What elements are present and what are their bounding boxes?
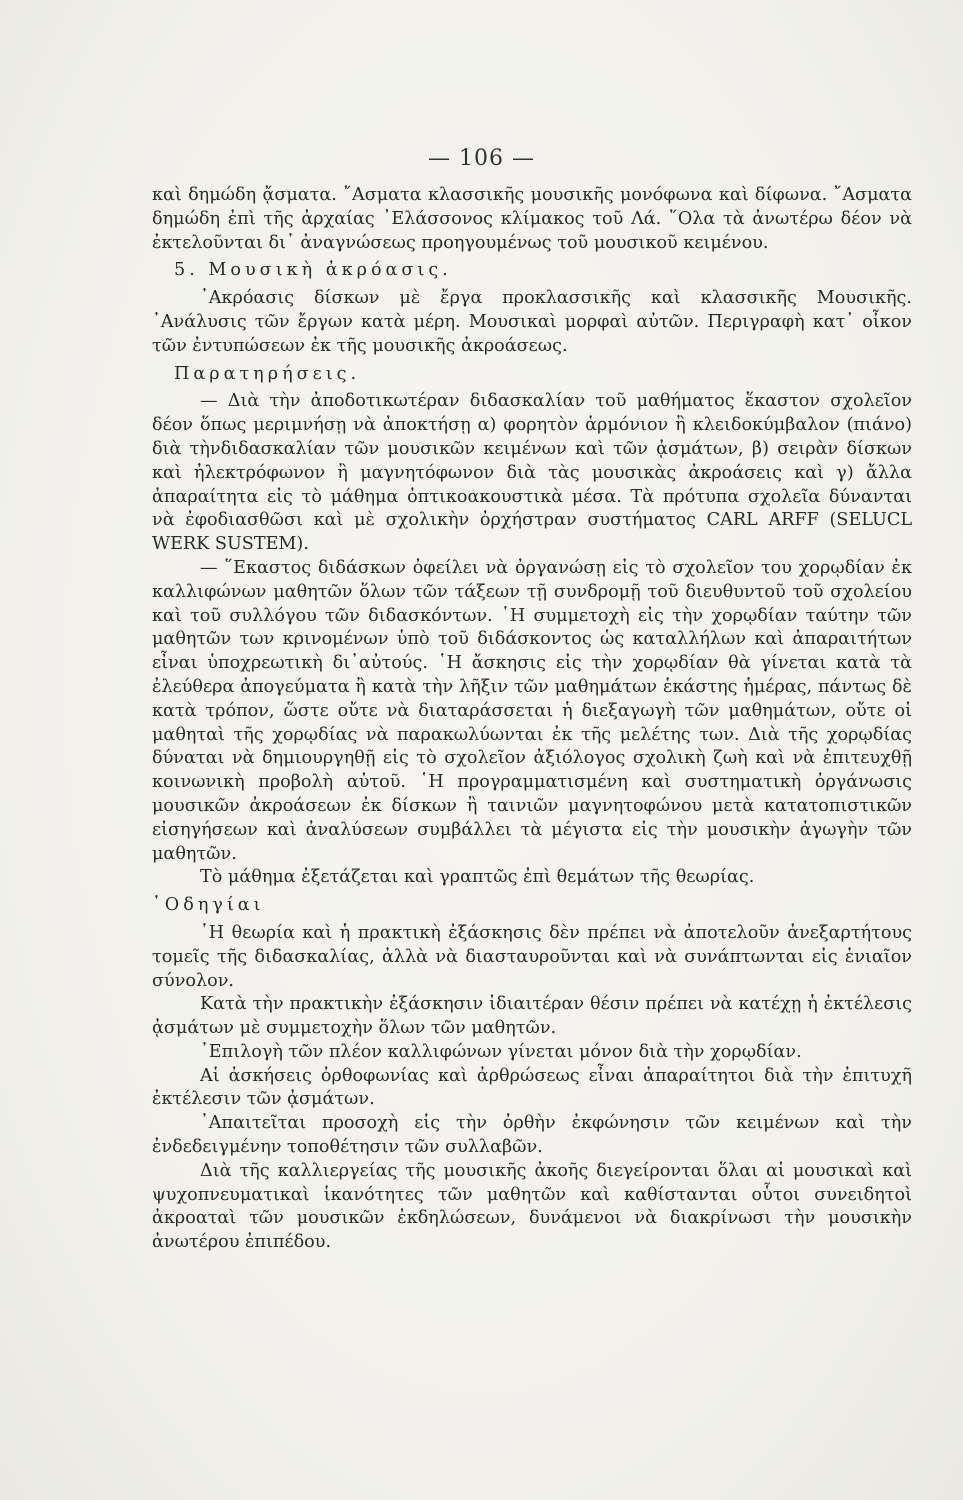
section-heading-instructions: ῾Οδηγίαι: [152, 895, 265, 916]
paragraph-school-choir: — ῞Εκαστος διδάσκων ὀφείλει νὰ ὀργανώσῃ εἰς τὸ σχολεῖον του χορῳδίαν ἐκ καλλιφώνων μαθητῶν ὅλων τῶν τάξεων τῇ συνδρομῇ τοῦ διευθυντοῦ τοῦ σχολείου καὶ τοῦ συλλόγου τῶν διδασκόντων. ῾Η συμμετοχὴ εἰς τὴν χορῳδίαν ταύτην τῶν μαθητῶν των κρινομένων ὑπὸ τοῦ διδάσκοντος ὡς καταλλήλων καὶ ἀπαραιτήτων εἶναι ὑποχρεωτικὴ δι᾿αὐτούς. ῾Η ἄσκησις εἰς τὴν χορῳδίαν θὰ γίνεται κατὰ τὰ ἐλεύθερα ἀπογεύματα ἢ κατὰ τὴν λῆξιν τῶν μαθημάτων ἑκάστης ἡμέρας, πάντως δὲ κατὰ τρόπον, ὥστε οὔτε νὰ διαταράσσεται ἡ διεξαγωγὴ τῶν μαθημάτων, οὔτε οἱ μαθηταὶ τῆς χορῳδίας νὰ παρακωλύωνται ἐκ τῆς μελέτης των. Διὰ τῆς χορῳδίας δύναται νὰ δημιουργηθῇ εἰς τὸ σχολεῖον ἀξιόλογος σχολικὴ ζωὴ καὶ νὰ ἐπιτευχθῇ κοινωνικὴ προβολὴ αὐτοῦ. ῾Η προγραμματισμένη καὶ συστηματικὴ ὀργάνωσις μουσικῶν ἀκροάσεων ἐκ δίσκων ἢ ταινιῶν μαγνητοφώνου μετὰ κατατοπιστικῶν εἰσηγήσεων καὶ ἀναλύσεων συμβάλλει τὰ μέγιστα εἰς τὴν μουσικὴν ἀγωγὴν τῶν μαθητῶν.: [152, 557, 912, 864]
paragraph-written-exam: Τὸ μάθημα ἐξετάζεται καὶ γραπτῶς ἐπὶ θεμάτων τῆς θεωρίας.: [200, 867, 755, 888]
section-heading-remarks: Παρατηρήσεις.: [174, 363, 361, 384]
paragraph-song-types: καὶ δημώδη ᾄσματα. ῎Ασματα κλασσικῆς μουσικῆς μονόφωνα καὶ δίφωνα. ῎Ασματα δημώδη ἐπὶ τῆς ἀρχαίας ᾿Ελάσσονος κλίμακος τοῦ Λά. ῞Ολα τὰ ἀνωτέρω δέον νὰ ἐκτελοῦνται δι᾿ ἀναγνώσεως προηγουμένως τοῦ μουσικοῦ κειμένου.: [152, 185, 912, 253]
paragraph-choir-selection: ᾿Επιλογὴ τῶν πλέον καλλιφώνων γίνεται μόνον διὰ τὴν χορῳδίαν.: [200, 1041, 802, 1062]
paragraph-pronunciation: ᾿Απαιτεῖται προσοχὴ εἰς τὴν ὀρθὴν ἐκφώνησιν τῶν κειμένων καὶ τὴν ἐνδεδειγμένην τοποθέτησιν τῶν συλλαβῶν.: [152, 1113, 912, 1158]
section-heading-music-listening: 5. Μουσικὴ ἀκρόασις.: [174, 260, 452, 281]
page-number: — 106 —: [428, 146, 535, 171]
paragraph-teaching-equipment: — Διὰ τὴν ἀποδοτικωτέραν διδασκαλίαν τοῦ μαθήματος ἕκαστον σχολεῖον δέον ὅπως μεριμνήσῃ νὰ ἀποκτήσῃ α) φορητὸν ἁρμόνιον ἢ κλειδοκύμβαλον (πιάνο) διὰ τὴνδιδασκαλίαν τῶν μουσικῶν κειμένων καὶ τῶν ᾀσμάτων, β) σειρὰν δίσκων καὶ ἠλεκτρόφωνον ἢ μαγνητόφωνον διὰ τὰς μουσικὰς ἀκροάσεις καὶ γ) ἄλλα ἀπαραίτητα εἰς τὸ μάθημα ὀπτικοακουστικὰ μέσα. Τὰ πρότυπα σχολεῖα δύνανται νὰ ἐφοδιασθῶσι καὶ μὲ σχολικὴν ὀρχήστραν συστήματος CARL ARFF (SELUCL WERK SUSTEM).: [152, 391, 912, 555]
paragraph-song-performance: Κατὰ τὴν πρακτικὴν ἐξάσκησιν ἰδιαιτέραν θέσιν πρέπει νὰ κατέχῃ ἡ ἐκτέλεσις ᾀσμάτων μὲ συμμετοχὴν ὅλων τῶν μαθητῶν.: [152, 994, 912, 1039]
paragraph-record-listening: ᾿Ακρόασις δίσκων μὲ ἔργα προκλασσικῆς καὶ κλασσικῆς Μουσικῆς. ᾿Ανάλυσις τῶν ἔργων κατὰ μέρη. Μουσικαὶ μορφαὶ αὐτῶν. Περιγραφὴ κατ᾿ οἶκον τῶν ἐντυπώσεων ἐκ τῆς μουσικῆς ἀκροάσεως.: [152, 288, 912, 356]
paragraph-articulation-exercises: Αἱ ἀσκήσεις ὀρθοφωνίας καὶ ἀρθρώσεως εἶναι ἀπαραίτητοι διὰ τὴν ἐπιτυχῆ ἐκτέλεσιν τῶν ᾀσμάτων.: [152, 1065, 912, 1110]
paragraph-musical-hearing: Διὰ τῆς καλλιεργείας τῆς μουσικῆς ἀκοῆς διεγείρονται ὅλαι αἱ μουσικαὶ καὶ ψυχοπνευματικαὶ ἱκανότητες τῶν μαθητῶν καὶ καθίστανται οὗτοι συνειδητοὶ ἀκροαταὶ τῶν μουσικῶν ἐκδηλώσεων, δυνάμενοι νὰ διακρίνωσι τὴν μουσικὴν ἀνωτέρου ἐπιπέδου.: [152, 1160, 912, 1253]
body-text: [152, 184, 912, 1255]
paragraph-theory-practice: ῾Η θεωρία καὶ ἡ πρακτικὴ ἐξάσκησις δὲν πρέπει νὰ ἀποτελοῦν ἀνεξαρτήτους τομεῖς τῆς διδασκαλίας, ἀλλὰ νὰ διασταυροῦνται καὶ νὰ συνάπτωνται εἰς ἑνιαῖον σύνολον.: [152, 922, 912, 991]
